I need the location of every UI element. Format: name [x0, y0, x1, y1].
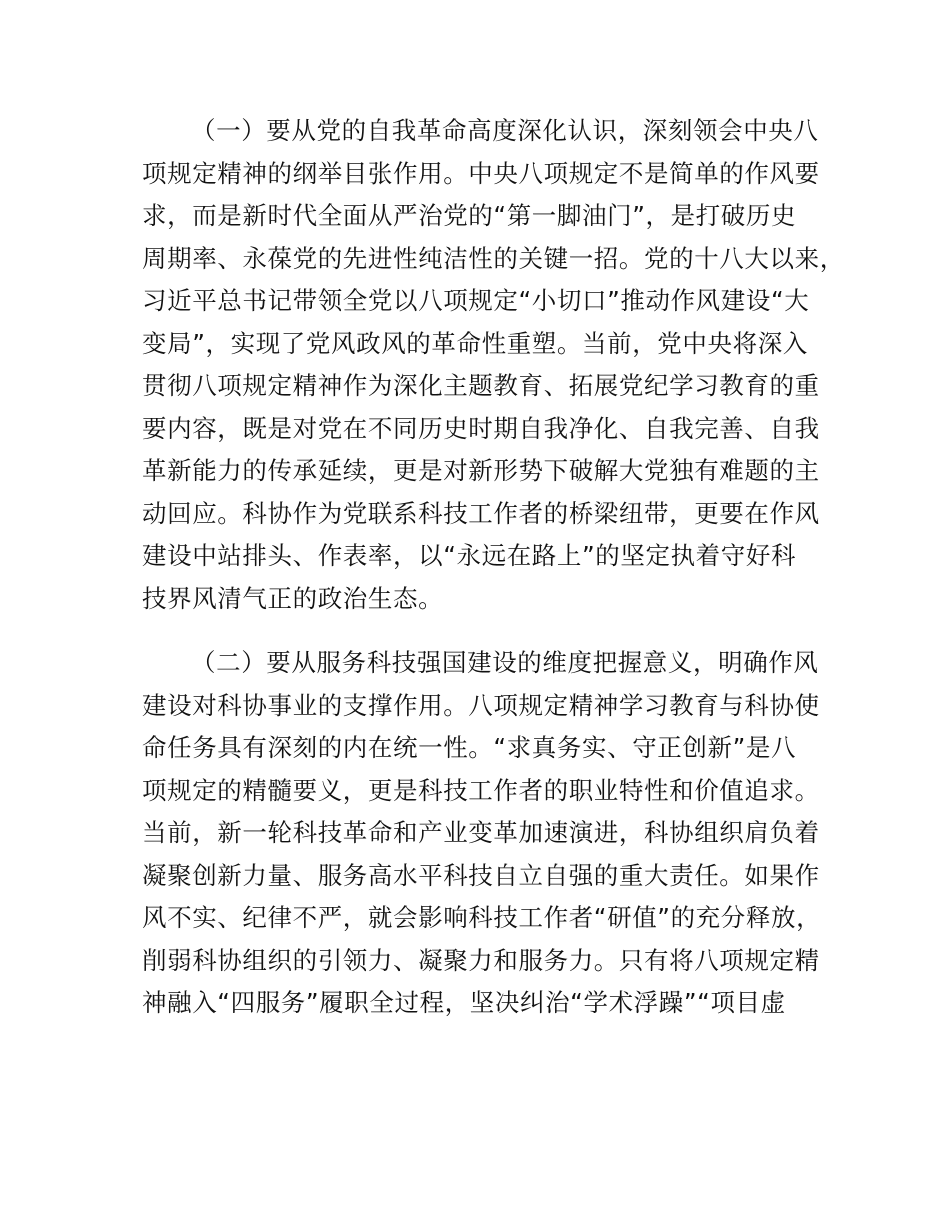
text-line: 命任务具有深刻的内在统一性。“求真务实、守正创新”是八 — [142, 733, 797, 762]
text-line: 神融入“四服务”履职全过程，坚决纠治“学术浮躁”“项目虚 — [142, 988, 786, 1017]
paragraph-spacer — [142, 620, 842, 642]
text-line: 革新能力的传承延续，更是对新形势下破解大党独有难题的主 — [142, 456, 820, 485]
text-line: （一）要从党的自我革命高度深化认识，深刻领会中央八 — [191, 116, 819, 145]
text-line: 当前，新一轮科技革命和产业变革加速演进，科协组织肩负着 — [142, 818, 820, 847]
text-line: 建设中站排头、作表率，以“永远在路上”的坚定执着守好科 — [142, 541, 797, 570]
text-line: （二）要从服务科技强国建设的维度把握意义，明确作风 — [191, 648, 819, 677]
paragraph-1 — [142, 110, 845, 620]
text-line: 周期率、永葆党的先进性纯洁性的关键一招。党的十八大以来， — [142, 243, 845, 273]
text-line: 习近平总书记带领全党以八项规定“小切口”推动作风建设“大 — [142, 286, 810, 315]
text-line: 项规定精神的纲举目张作用。中央八项规定不是简单的作风要 — [142, 158, 820, 188]
text-line: 求，而是新时代全面从严治党的“第一脚油门”，是打破历史 — [142, 201, 797, 230]
text-line: 要内容，既是对党在不同历史时期自我净化、自我完善、自我 — [142, 413, 820, 443]
text-line: 凝聚创新力量、服务高水平科技自立自强的重大责任。如果作 — [142, 860, 820, 890]
text-line: 技界风清气正的政治生态。 — [142, 583, 444, 613]
text-line: 变局”，实现了党风政风的革命性重塑。当前，党中央将深入 — [142, 328, 808, 358]
text-line: 项规定的精髓要义，更是科技工作者的职业特性和价值追求。 — [142, 775, 820, 805]
text-line: 贯彻八项规定精神作为深化主题教育、拓展党纪学习教育的重 — [142, 371, 820, 400]
paragraph-2 — [142, 642, 842, 1025]
text-line: 建设对科协事业的支撑作用。八项规定精神学习教育与科协使 — [142, 690, 820, 720]
document-body — [142, 110, 845, 1025]
text-line: 动回应。科协作为党联系科技工作者的桥梁纽带，更要在作风 — [142, 498, 820, 528]
text-line: 风不实、纪律不严，就会影响科技工作者“研值”的充分释放， — [142, 903, 822, 932]
text-line: 削弱科协组织的引领力、凝聚力和服务力。只有将八项规定精 — [142, 945, 820, 975]
